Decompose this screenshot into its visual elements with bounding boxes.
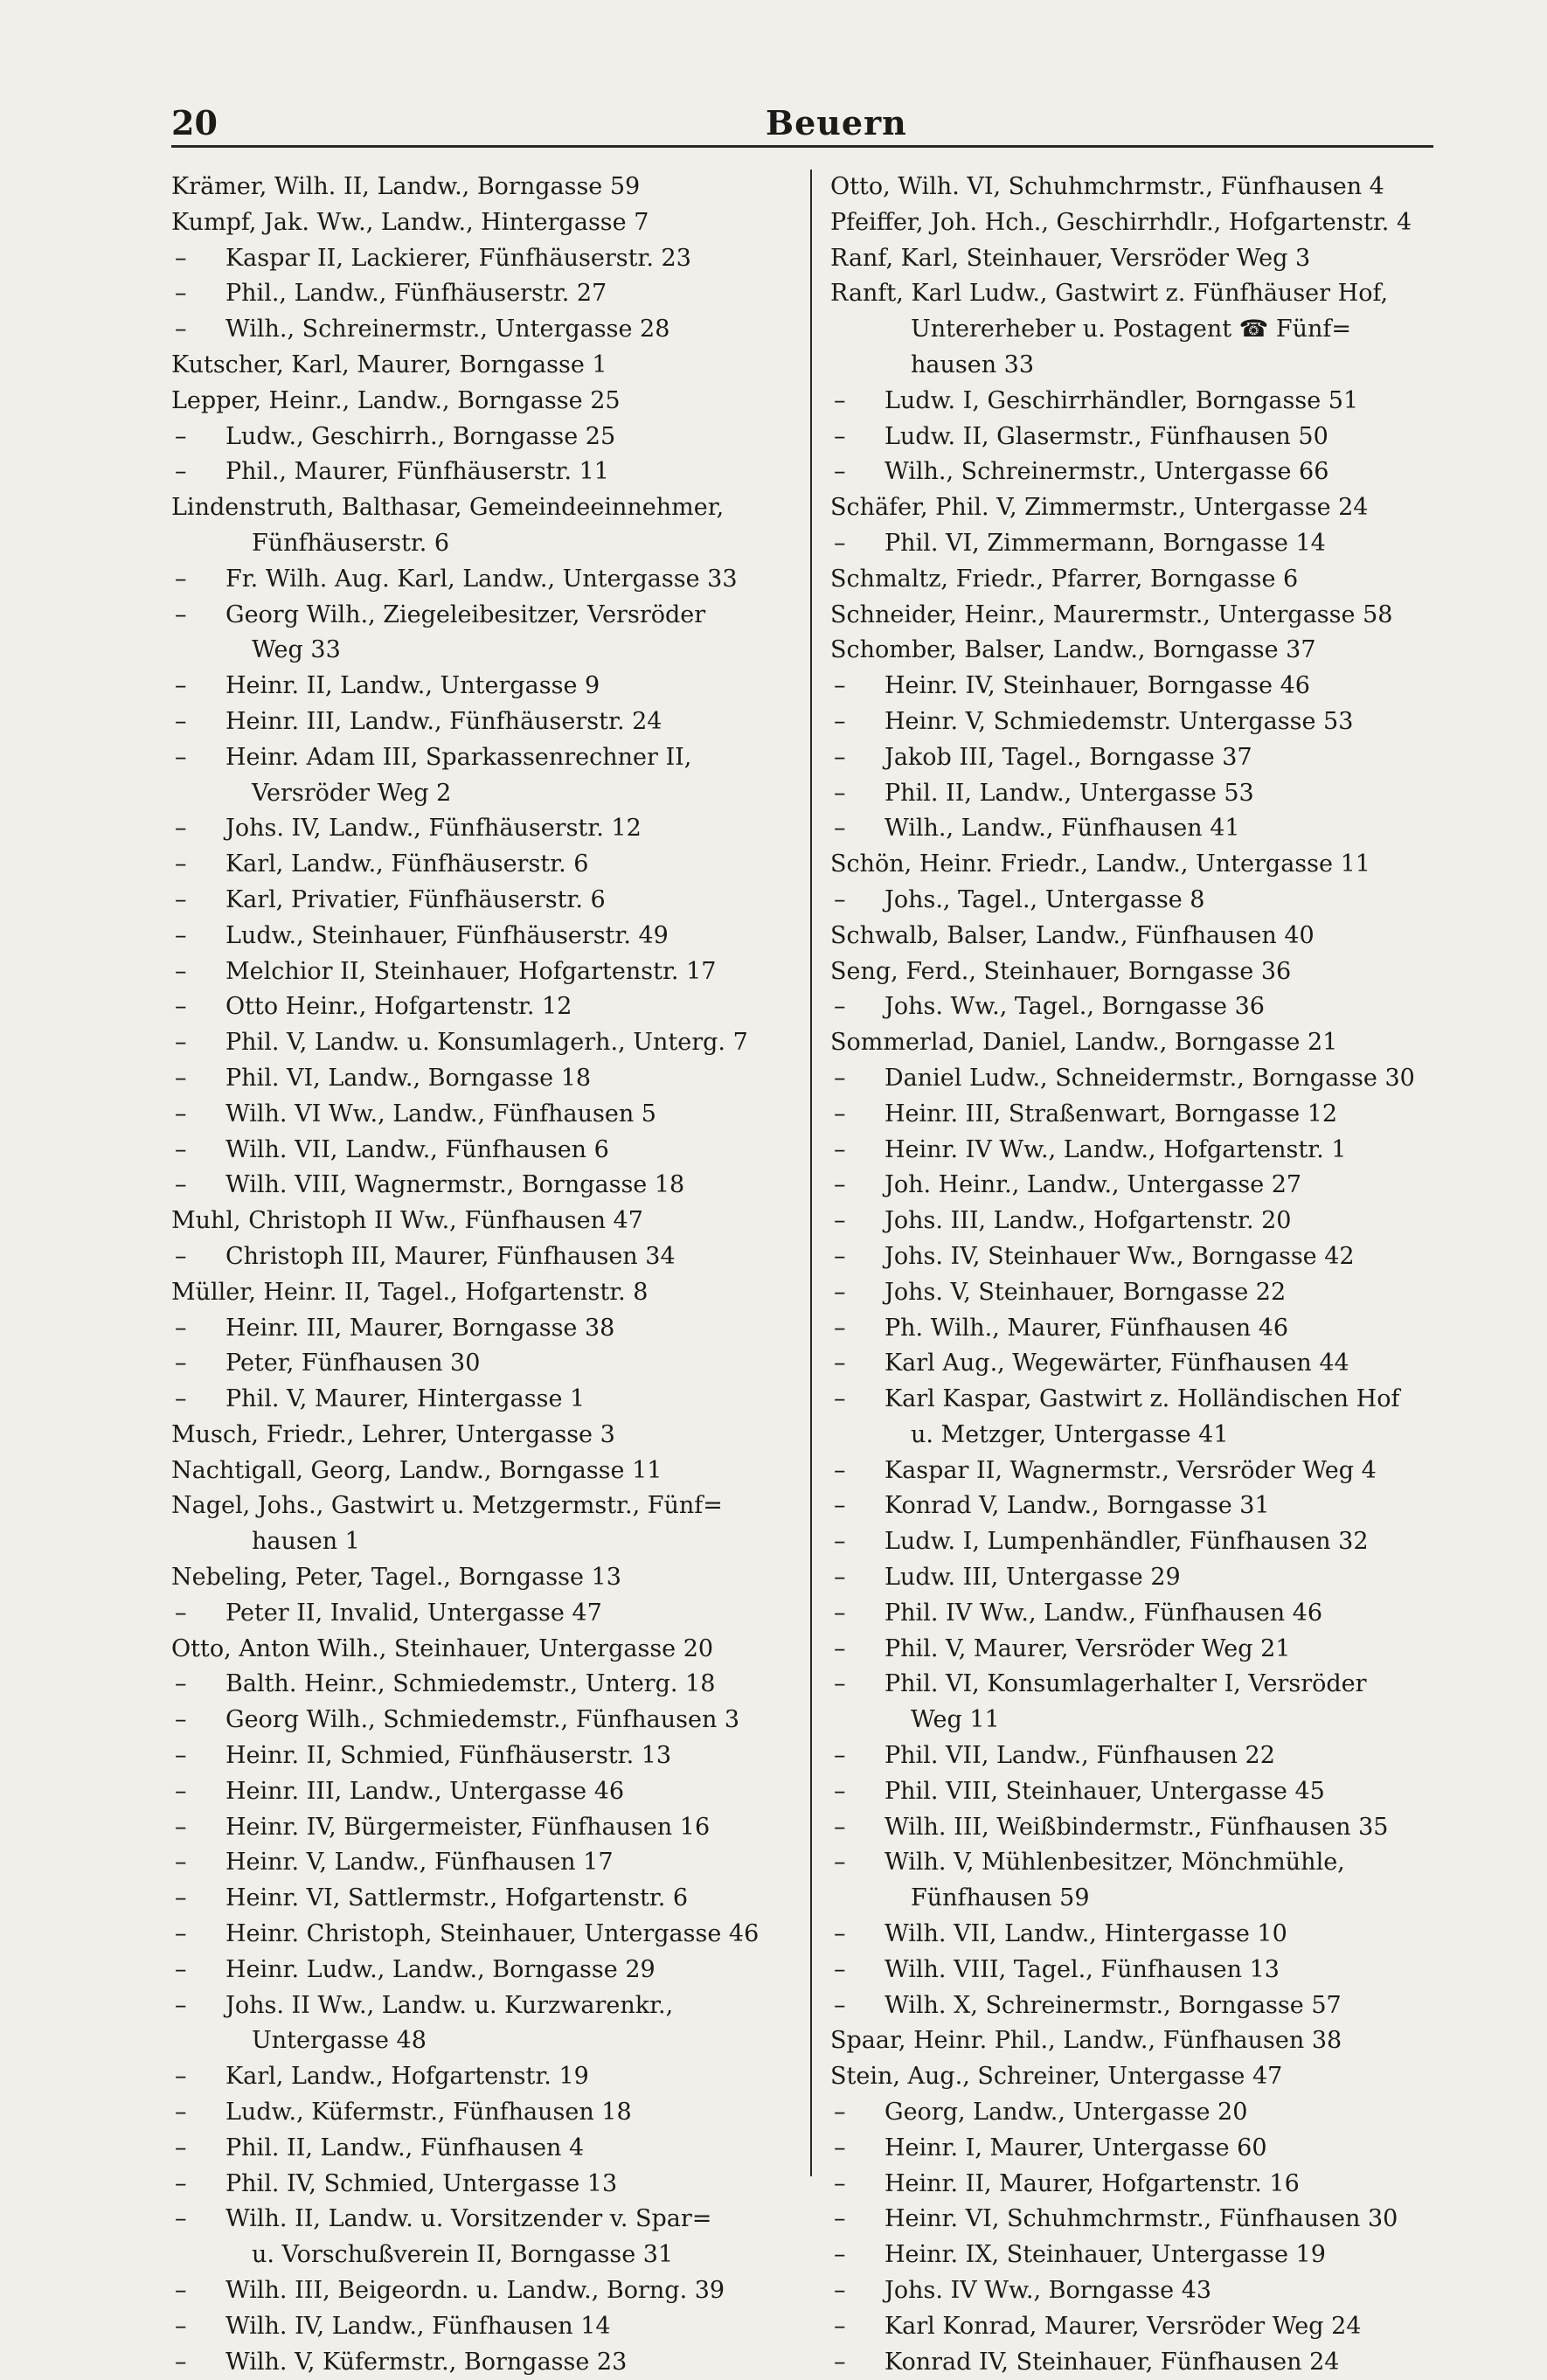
directory-entry: – Johs. IV, Landw., Fünfhäuserstr. 12	[171, 811, 797, 847]
directory-entry: – Wilh. VII, Landw., Fünfhausen 6	[171, 1133, 797, 1169]
directory-entry: Weg 11	[911, 1706, 1000, 1734]
directory-entry: – Ph. Wilh., Maurer, Fünfhausen 46	[830, 1311, 1442, 1347]
directory-entry: – Wilh. II, Landw. u. Vorsitzender v. Spar=	[171, 2202, 797, 2238]
directory-entry: – Johs., Tagel., Untergasse 8	[830, 883, 1442, 919]
directory-entry: – Karl Aug., Wegewärter, Fünfhausen 44	[830, 1346, 1442, 1382]
directory-entry: – Wilh. VIII, Wagnermstr., Borngasse 18	[171, 1168, 797, 1204]
directory-entry: Versröder Weg 2	[252, 779, 452, 807]
directory-entry: – Heinr. II, Maurer, Hofgartenstr. 16	[830, 2167, 1442, 2203]
directory-entry: – Heinr. IV Ww., Landw., Hofgartenstr. 1	[830, 1133, 1442, 1169]
directory-entry: – Konrad V, Landw., Borngasse 31	[830, 1488, 1442, 1524]
directory-entry: Nebeling, Peter, Tagel., Borngasse 13	[171, 1564, 621, 1592]
directory-entry: – Heinr. V, Schmiedemstr. Untergasse 53	[830, 704, 1442, 740]
directory-entry: – Heinr. II, Landw., Untergasse 9	[171, 669, 797, 704]
directory-entry: – Heinr. II, Schmied, Fünfhäuserstr. 13	[171, 1738, 797, 1774]
directory-entry: – Phil. VIII, Steinhauer, Untergasse 45	[830, 1774, 1442, 1810]
directory-entry: – Wilh. V, Mühlenbesitzer, Mönchmühle,	[830, 1845, 1442, 1881]
directory-entry: – Heinr. VI, Sattlermstr., Hofgartenstr. 6	[171, 1881, 797, 1917]
directory-entry: – Karl, Privatier, Fünfhäuserstr. 6	[171, 883, 797, 919]
directory-entry: – Wilh. VII, Landw., Hintergasse 10	[830, 1917, 1442, 1953]
directory-entry: – Ludw. II, Glasermstr., Fünfhausen 50	[830, 420, 1442, 455]
directory-entry: Untergasse 48	[252, 2027, 427, 2055]
directory-entry: – Phil. II, Landw., Untergasse 53	[830, 776, 1442, 812]
directory-entry: – Fr. Wilh. Aug. Karl, Landw., Untergasse 33	[171, 562, 797, 598]
directory-entry: – Heinr. Christoph, Steinhauer, Untergasse 46	[171, 1917, 797, 1953]
directory-entry: – Christoph III, Maurer, Fünfhausen 34	[171, 1239, 797, 1275]
directory-entry: Schneider, Heinr., Maurermstr., Untergasse 58	[830, 600, 1393, 628]
directory-entry: – Balth. Heinr., Schmiedemstr., Unterg. 18	[171, 1667, 797, 1703]
directory-entry: – Wilh. VIII, Tagel., Fünfhausen 13	[830, 1953, 1442, 1988]
directory-entry: Schäfer, Phil. V, Zimmermstr., Untergasse 24	[830, 494, 1369, 522]
directory-entry: – Joh. Heinr., Landw., Untergasse 27	[830, 1168, 1442, 1204]
directory-entry: Kumpf, Jak. Ww., Landw., Hintergasse 7	[171, 208, 649, 236]
directory-entry: – Ludw., Küfermstr., Fünfhausen 18	[171, 2095, 797, 2131]
directory-entry: – Ludw. III, Untergasse 29	[830, 1560, 1442, 1596]
directory-entry: – Melchior II, Steinhauer, Hofgartenstr. 17	[171, 954, 797, 990]
directory-entry: – Heinr. III, Landw., Untergasse 46	[171, 1774, 797, 1810]
directory-entry: – Karl, Landw., Fünfhäuserstr. 6	[171, 847, 797, 883]
directory-entry: u. Metzger, Untergasse 41	[911, 1420, 1229, 1448]
directory-entry: Nachtigall, Georg, Landw., Borngasse 11	[171, 1456, 663, 1484]
directory-entry: Schmaltz, Friedr., Pfarrer, Borngasse 6	[830, 565, 1299, 593]
directory-entry: – Ludw., Geschirrh., Borngasse 25	[171, 420, 797, 455]
directory-entry: – Peter II, Invalid, Untergasse 47	[171, 1596, 797, 1632]
directory-entry: – Phil. VII, Landw., Fünfhausen 22	[830, 1738, 1442, 1774]
directory-entry: – Wilh. III, Beigeordn. u. Landw., Borng. 39	[171, 2273, 797, 2309]
directory-entry: – Georg Wilh., Schmiedemstr., Fünfhausen 3	[171, 1703, 797, 1738]
directory-entry: – Kaspar II, Lackierer, Fünfhäuserstr. 23	[171, 241, 797, 277]
directory-entry: Lindenstruth, Balthasar, Gemeindeeinnehmer,	[171, 494, 725, 522]
page-title: Beuern	[766, 103, 907, 142]
directory-entry: Kutscher, Karl, Maurer, Borngasse 1	[171, 350, 607, 378]
directory-entry: – Phil. IV Ww., Landw., Fünfhausen 46	[830, 1596, 1442, 1632]
directory-entry: Untererheber u. Postagent ☎ Fünf=	[911, 316, 1351, 343]
directory-entry: Weg 33	[252, 636, 341, 664]
directory-entry: – Karl Kaspar, Gastwirt z. Holländischen Hof	[830, 1382, 1442, 1418]
header-rule	[171, 145, 1433, 148]
page-number: 20	[171, 103, 218, 142]
directory-entry: – Wilh., Schreinermstr., Untergasse 66	[830, 454, 1442, 490]
directory-entry: – Johs. V, Steinhauer, Borngasse 22	[830, 1275, 1442, 1311]
directory-entry: – Ludw., Steinhauer, Fünfhäuserstr. 49	[171, 919, 797, 954]
directory-entry: – Wilh. IV, Landw., Fünfhausen 14	[171, 2309, 797, 2345]
directory-entry: Schön, Heinr. Friedr., Landw., Untergasse 11	[830, 850, 1370, 878]
directory-entry: – Konrad IV, Steinhauer, Fünfhausen 24	[830, 2345, 1442, 2380]
directory-entry: – Phil. VI, Zimmermann, Borngasse 14	[830, 526, 1442, 562]
directory-entry: Ranf, Karl, Steinhauer, Versröder Weg 3	[830, 244, 1311, 272]
directory-entry: u. Vorschußverein II, Borngasse 31	[252, 2241, 674, 2269]
directory-entry: – Heinr. IV, Bürgermeister, Fünfhausen 16	[171, 1810, 797, 1846]
directory-entry: – Ludw. I, Geschirrhändler, Borngasse 51	[830, 384, 1442, 420]
directory-entry: Lepper, Heinr., Landw., Borngasse 25	[171, 386, 621, 414]
directory-entry: Otto, Anton Wilh., Steinhauer, Untergasse 20	[171, 1634, 714, 1662]
directory-entry: – Ludw. I, Lumpenhändler, Fünfhausen 32	[830, 1524, 1442, 1560]
directory-entry: – Wilh., Landw., Fünfhausen 41	[830, 811, 1442, 847]
directory-entry: – Phil. II, Landw., Fünfhausen 4	[171, 2131, 797, 2167]
directory-entry: Musch, Friedr., Lehrer, Untergasse 3	[171, 1420, 615, 1448]
directory-entry: – Heinr. VI, Schuhmchrmstr., Fünfhausen 30	[830, 2202, 1442, 2238]
directory-entry: Stein, Aug., Schreiner, Untergasse 47	[830, 2063, 1283, 2091]
directory-entry: Ranft, Karl Ludw., Gastwirt z. Fünfhäuser Hof,	[830, 280, 1389, 308]
directory-entry: Sommerlad, Daniel, Landw., Borngasse 21	[830, 1029, 1338, 1057]
directory-entry: Fünfhäuserstr. 6	[252, 529, 450, 557]
directory-entry: Otto, Wilh. VI, Schuhmchrmstr., Fünfhausen 4	[830, 173, 1384, 200]
directory-entry: – Phil. V, Landw. u. Konsumlagerh., Unterg. 7	[171, 1025, 797, 1061]
directory-entry: – Wilh. III, Weißbindermstr., Fünfhausen 35	[830, 1810, 1442, 1846]
directory-entry: – Wilh. X, Schreinermstr., Borngasse 57	[830, 1988, 1442, 2024]
directory-entry: – Johs. Ww., Tagel., Borngasse 36	[830, 989, 1442, 1025]
directory-entry: – Kaspar II, Wagnermstr., Versröder Weg 4	[830, 1454, 1442, 1489]
directory-entry: – Phil. VI, Konsumlagerhalter I, Versröder	[830, 1667, 1442, 1703]
directory-entry: – Jakob III, Tagel., Borngasse 37	[830, 740, 1442, 776]
directory-entry: Schwalb, Balser, Landw., Fünfhausen 40	[830, 921, 1315, 949]
directory-entry: – Phil., Landw., Fünfhäuserstr. 27	[171, 276, 797, 312]
directory-entry: – Otto Heinr., Hofgartenstr. 12	[171, 989, 797, 1025]
directory-entry: – Heinr. Ludw., Landw., Borngasse 29	[171, 1953, 797, 1988]
directory-entry: – Heinr. V, Landw., Fünfhausen 17	[171, 1845, 797, 1881]
directory-entry: – Heinr. Adam III, Sparkassenrechner II,	[171, 740, 797, 776]
directory-entry: Nagel, Johs., Gastwirt u. Metzgermstr., Fünf=	[171, 1492, 723, 1520]
directory-entry: – Wilh. V, Küfermstr., Borngasse 23	[171, 2345, 797, 2380]
directory-entry: – Georg Wilh., Ziegeleibesitzer, Versröder	[171, 598, 797, 634]
directory-entry: – Phil., Maurer, Fünfhäuserstr. 11	[171, 454, 797, 490]
directory-entry: – Wilh. VI Ww., Landw., Fünfhausen 5	[171, 1097, 797, 1133]
directory-entry: – Karl Konrad, Maurer, Versröder Weg 24	[830, 2309, 1442, 2345]
directory-entry: Seng, Ferd., Steinhauer, Borngasse 36	[830, 957, 1292, 985]
directory-entry: – Heinr. I, Maurer, Untergasse 60	[830, 2131, 1442, 2167]
directory-entry: – Karl, Landw., Hofgartenstr. 19	[171, 2059, 797, 2095]
directory-entry: Krämer, Wilh. II, Landw., Borngasse 59	[171, 173, 641, 200]
directory-entry: Fünfhausen 59	[911, 1884, 1090, 1912]
directory-entry: Spaar, Heinr. Phil., Landw., Fünfhausen 38	[830, 2027, 1342, 2055]
directory-entry: – Heinr. III, Straßenwart, Borngasse 12	[830, 1097, 1442, 1133]
directory-entry: – Heinr. IV, Steinhauer, Borngasse 46	[830, 669, 1442, 704]
directory-entry: – Heinr. III, Landw., Fünfhäuserstr. 24	[171, 704, 797, 740]
directory-entry: – Phil. V, Maurer, Versröder Weg 21	[830, 1632, 1442, 1668]
directory-entry: – Phil. VI, Landw., Borngasse 18	[171, 1061, 797, 1097]
page-header	[171, 103, 1433, 147]
directory-entry: – Phil. V, Maurer, Hintergasse 1	[171, 1382, 797, 1418]
directory-entry: – Johs. III, Landw., Hofgartenstr. 20	[830, 1204, 1442, 1239]
column-divider	[810, 170, 812, 2176]
directory-entry: – Daniel Ludw., Schneidermstr., Borngasse 30	[830, 1061, 1442, 1097]
directory-entry: – Wilh., Schreinermstr., Untergasse 28	[171, 312, 797, 348]
directory-entry: – Johs. II Ww., Landw. u. Kurzwarenkr.,	[171, 1988, 797, 2024]
directory-entry: – Johs. IV Ww., Borngasse 43	[830, 2273, 1442, 2309]
directory-entry: – Peter, Fünfhausen 30	[171, 1346, 797, 1382]
directory-entry: hausen 33	[911, 350, 1035, 378]
directory-entry: Pfeiffer, Joh. Hch., Geschirrhdlr., Hofgartenstr. 4	[830, 208, 1412, 236]
directory-entry: hausen 1	[252, 1528, 360, 1556]
directory-entry: – Heinr. III, Maurer, Borngasse 38	[171, 1311, 797, 1347]
directory-entry: Muhl, Christoph II Ww., Fünfhausen 47	[171, 1207, 643, 1235]
directory-entry: Müller, Heinr. II, Tagel., Hofgartenstr. 8	[171, 1278, 649, 1306]
left-column	[171, 170, 797, 2380]
directory-entry: Schomber, Balser, Landw., Borngasse 37	[830, 636, 1316, 664]
right-column	[830, 170, 1442, 2380]
directory-entry: – Georg, Landw., Untergasse 20	[830, 2095, 1442, 2131]
directory-entry: – Johs. IV, Steinhauer Ww., Borngasse 42	[830, 1239, 1442, 1275]
directory-entry: – Heinr. IX, Steinhauer, Untergasse 19	[830, 2238, 1442, 2273]
directory-entry: – Phil. IV, Schmied, Untergasse 13	[171, 2167, 797, 2203]
